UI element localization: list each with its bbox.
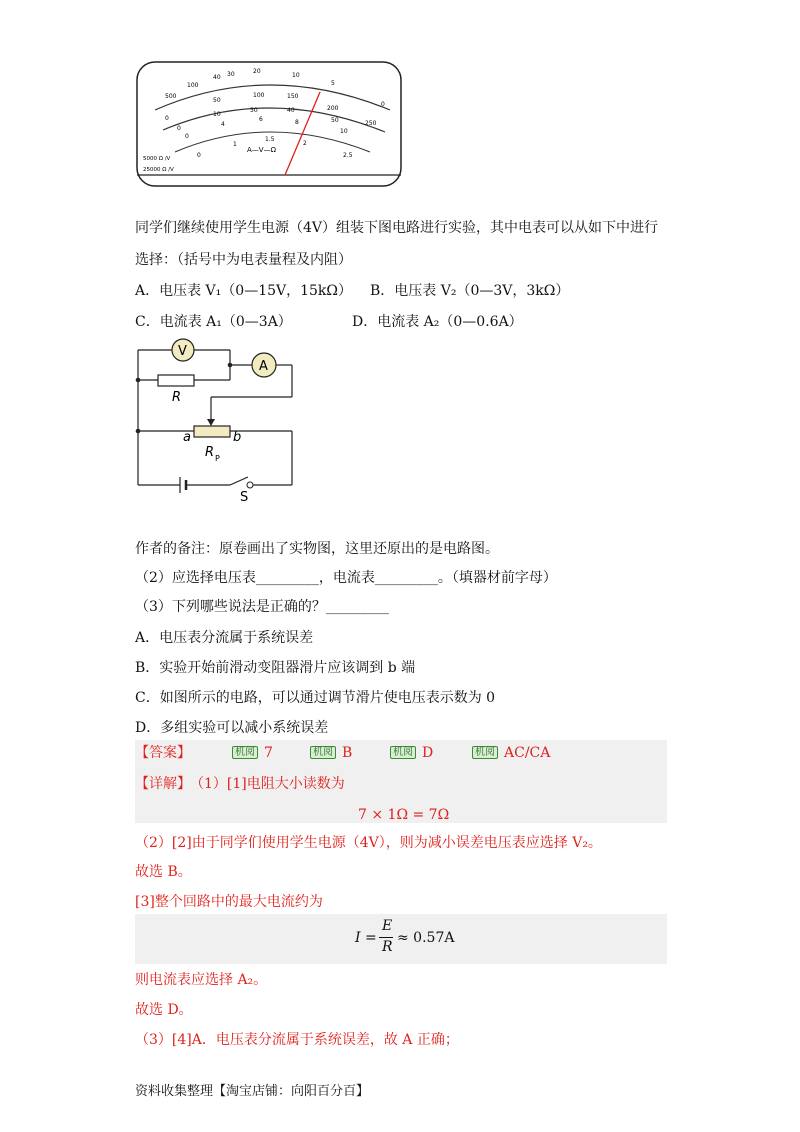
- answer-4: [472, 743, 550, 763]
- eq2-lhs: I =: [355, 930, 377, 946]
- explanation-4b: 故选 D。: [135, 1002, 193, 1018]
- intro-line-2: 选择：（括号中为电表量程及内阻）: [135, 252, 352, 268]
- question-2: （2）应选择电压表_________，电流表_________。（填器材前字母）: [135, 570, 557, 586]
- scale-low-5: 10: [340, 128, 348, 135]
- q3-option-a: A．电压表分流属于系统误差: [135, 630, 314, 646]
- option-d: D．电流表 A₂（0—0.6A）: [352, 314, 523, 330]
- detail-label: 【详解】: [135, 776, 191, 792]
- scale-ohm-10: 0: [381, 101, 385, 108]
- scale-low-2: 4: [221, 121, 225, 128]
- answer-2: [310, 743, 352, 763]
- scale-ohm-4: 40: [213, 74, 221, 81]
- scale-top-4: 150: [287, 93, 299, 100]
- q3-option-d: D．多组实验可以减小系统误差: [135, 720, 329, 736]
- mode-label: A—V—Ω: [247, 146, 276, 154]
- author-note: 作者的备注：原卷画出了实物图，这里还原出的是电路图。: [135, 541, 499, 557]
- scale-top-3: 100: [253, 92, 265, 99]
- resistor-label: R: [172, 390, 182, 405]
- scale-mid-1: 10: [213, 111, 221, 118]
- answer-3-value: D: [422, 745, 434, 761]
- question-3: （3）下列哪些说法是正确的？_________: [135, 599, 389, 615]
- scale-small-3: 1.5: [265, 136, 275, 143]
- detail-line-1: （1）[1]电阻大小读数为: [190, 776, 345, 792]
- scale-ohm-9: 5: [331, 80, 335, 87]
- option-b: B．电压表 V₂（0—3V，3kΩ）: [370, 283, 570, 299]
- explanation-3: [3]整个回路中的最大电流约为: [135, 894, 323, 910]
- scale-ohm-0: 500: [165, 93, 177, 100]
- scale-ohm-8: 10: [292, 72, 300, 79]
- intro-line-1: 同学们继续使用学生电源（4V）组装下图电路进行实验，其中电表可以从如下中进行: [135, 220, 659, 236]
- scale-top-2: 50: [213, 97, 221, 104]
- scale-top-5: 200: [327, 105, 339, 112]
- scale-small-2: 1: [233, 141, 237, 148]
- option-c: C．电流表 A₁（0—3A）: [135, 314, 292, 330]
- explanation-5: （3）[4]A．电压表分流属于系统误差，故 A 正确；: [135, 1032, 459, 1048]
- meter-left-label-2: 25000 Ω /V: [143, 167, 174, 173]
- review-badge: 机阅: [310, 746, 336, 759]
- q3-option-b: B．实验开始前滑动变阻器滑片应该调到 b 端: [135, 660, 416, 676]
- page-footer: 资料收集整理【淘宝店铺：向阳百分百】: [135, 1084, 370, 1099]
- multimeter-figure: [135, 60, 403, 188]
- scale-ohm-2: 100: [187, 82, 199, 89]
- fraction-bar: [379, 937, 393, 938]
- explanation-4: 则电流表应选择 A₂。: [135, 972, 268, 988]
- equation-1: 7 × 1Ω = 7Ω: [358, 807, 450, 823]
- scale-low-3: 6: [259, 116, 263, 123]
- scale-small-5: 2.5: [343, 152, 353, 159]
- scale-mid-0: 0: [177, 125, 181, 132]
- answer-4-value: AC/CA: [504, 745, 551, 761]
- scale-top-6: 250: [365, 120, 377, 127]
- explanation-2b: 故选 B。: [135, 864, 192, 880]
- answer-1: [232, 743, 273, 763]
- scale-mid-5: 50: [331, 117, 339, 124]
- circuit-diagram: [130, 335, 305, 505]
- ammeter-symbol: A: [259, 359, 268, 374]
- scale-small-4: 2: [303, 140, 307, 147]
- rheostat-sub-label: P: [215, 454, 220, 463]
- scale-ohm-5: 30: [227, 71, 235, 78]
- review-badge: 机阅: [472, 746, 498, 759]
- rheostat-label: R: [205, 445, 215, 460]
- eq2-rhs: ≈ 0.57A: [397, 930, 455, 946]
- scale-low-0: 0: [185, 133, 189, 140]
- scale-low-4: 8: [295, 119, 299, 126]
- meter-left-label-1: 5000 Ω /V: [143, 156, 171, 162]
- review-badge: 机阅: [390, 746, 416, 759]
- scale-ohm-6: 20: [253, 68, 261, 75]
- answer-label: 【答案】: [135, 745, 191, 761]
- answer-3: [390, 743, 433, 763]
- end-a-label: a: [183, 430, 191, 445]
- eq2-numerator: E: [382, 918, 393, 934]
- voltmeter-symbol: V: [178, 344, 187, 359]
- switch-label: S: [240, 490, 249, 505]
- review-badge: 机阅: [232, 746, 258, 759]
- scale-small-0: 0: [197, 152, 201, 159]
- explanation-2: （2）[2]由于同学们使用学生电源（4V），则为减小误差电压表应选择 V₂。: [135, 835, 602, 851]
- answer-1-value: 7: [264, 745, 273, 761]
- scale-mid-4: 40: [287, 107, 295, 114]
- scale-mid-3: 30: [250, 107, 258, 114]
- eq2-denominator: R: [382, 939, 393, 955]
- equation-2: [355, 918, 475, 960]
- option-a: A．电压表 V₁（0—15V，15kΩ）: [135, 283, 353, 299]
- scale-top-1: 0: [165, 115, 169, 122]
- answer-2-value: B: [342, 745, 353, 761]
- q3-option-c: C．如图所示的电路，可以通过调节滑片使电压表示数为 0: [135, 690, 496, 706]
- end-b-label: b: [233, 430, 242, 445]
